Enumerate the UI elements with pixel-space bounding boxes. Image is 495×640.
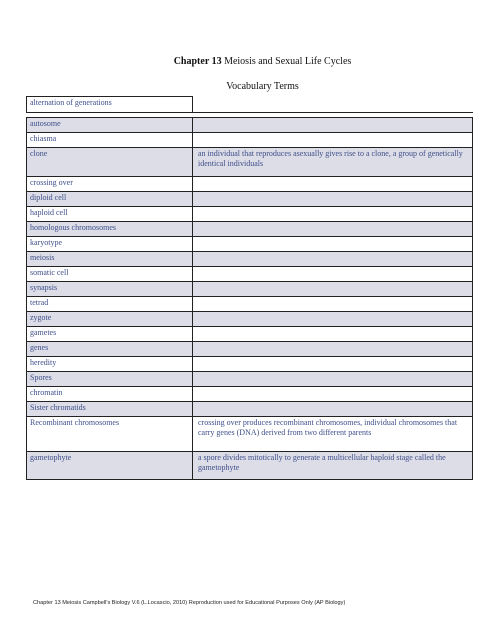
vocab-row (27, 97, 473, 113)
vocab-row (27, 252, 473, 267)
vocab-term: karyotype (27, 237, 193, 252)
vocab-term: tetrad (27, 297, 193, 312)
vocab-definition[interactable] (193, 402, 473, 417)
vocab-definition[interactable] (193, 312, 473, 327)
chapter-title (0, 56, 495, 67)
vocab-definition[interactable] (193, 387, 473, 402)
vocab-definition[interactable] (193, 357, 473, 372)
vocab-row (27, 267, 473, 282)
vocab-definition[interactable] (193, 192, 473, 207)
vocab-row (27, 133, 473, 148)
vocab-row (27, 237, 473, 252)
vocab-term: crossing over (27, 177, 193, 192)
vocab-definition[interactable] (193, 282, 473, 297)
chapter-name: Meiosis and Sexual Life Cycles (221, 56, 352, 67)
vocab-definition[interactable] (193, 118, 473, 133)
vocab-row (27, 118, 473, 133)
vocab-row (27, 342, 473, 357)
vocab-definition[interactable] (193, 327, 473, 342)
vocab-definition[interactable] (193, 222, 473, 237)
vocab-term: Spores (27, 372, 193, 387)
vocab-row (27, 387, 473, 402)
vocab-definition[interactable] (193, 297, 473, 312)
vocab-term: chiasma (27, 133, 193, 148)
vocab-definition[interactable] (193, 252, 473, 267)
section-subtitle: Vocabulary Terms (226, 81, 299, 92)
vocab-term: zygote (27, 312, 193, 327)
chapter-number: Chapter 13 (173, 56, 222, 67)
vocab-term: Sister chromatids (27, 402, 193, 417)
vocab-definition[interactable]: an individual that reproduces asexually gives rise to a clone, a group of genetically identical individuals (193, 148, 473, 177)
vocab-row (27, 282, 473, 297)
vocab-row (27, 207, 473, 222)
vocab-term: genes (27, 342, 193, 357)
vocab-term: haploid cell (27, 207, 193, 222)
vocab-row (27, 297, 473, 312)
vocab-term: homologous chromosomes (27, 222, 193, 237)
vocab-term: synapsis (27, 282, 193, 297)
vocab-term: meiosis (27, 252, 193, 267)
vocab-definition[interactable] (193, 133, 473, 148)
vocab-definition[interactable] (193, 97, 473, 113)
vocab-row (27, 402, 473, 417)
vocab-term: heredity (27, 357, 193, 372)
vocab-row (27, 372, 473, 387)
vocab-definition[interactable] (193, 372, 473, 387)
page-footer: Chapter 13 Meiosis Campbell's Biology V.6 (L.Locascio, 2010) Reproduction used for Educational Purposes Only (AP Biology) (33, 600, 346, 606)
vocab-term: autosome (27, 118, 193, 133)
vocabulary-table (26, 96, 473, 480)
vocab-row (27, 452, 473, 480)
vocab-term: diploid cell (27, 192, 193, 207)
vocab-definition[interactable]: crossing over produces recombinant chromosomes, individual chromosomes that carry genes (DNA) derived from two different parents (193, 417, 473, 452)
vocab-term: clone (27, 148, 193, 177)
vocab-row (27, 312, 473, 327)
vocab-term: somatic cell (27, 267, 193, 282)
vocab-definition[interactable]: a spore divides mitotically to generate a multicellular haploid stage called the gametophyte (193, 452, 473, 480)
vocab-definition[interactable] (193, 177, 473, 192)
vocab-row (27, 222, 473, 237)
vocab-term: gametes (27, 327, 193, 342)
vocab-row (27, 148, 473, 177)
vocab-definition[interactable] (193, 267, 473, 282)
vocab-definition[interactable] (193, 207, 473, 222)
vocab-term: gametophyte (27, 452, 193, 480)
vocab-definition[interactable] (193, 237, 473, 252)
vocab-row (27, 357, 473, 372)
vocab-definition[interactable] (193, 342, 473, 357)
vocab-row (27, 192, 473, 207)
vocab-row (27, 327, 473, 342)
vocab-term: alternation of generations (27, 97, 193, 113)
vocab-row (27, 417, 473, 452)
vocab-term: Recombinant chromosomes (27, 417, 193, 452)
vocab-term: chromatin (27, 387, 193, 402)
vocab-row (27, 177, 473, 192)
